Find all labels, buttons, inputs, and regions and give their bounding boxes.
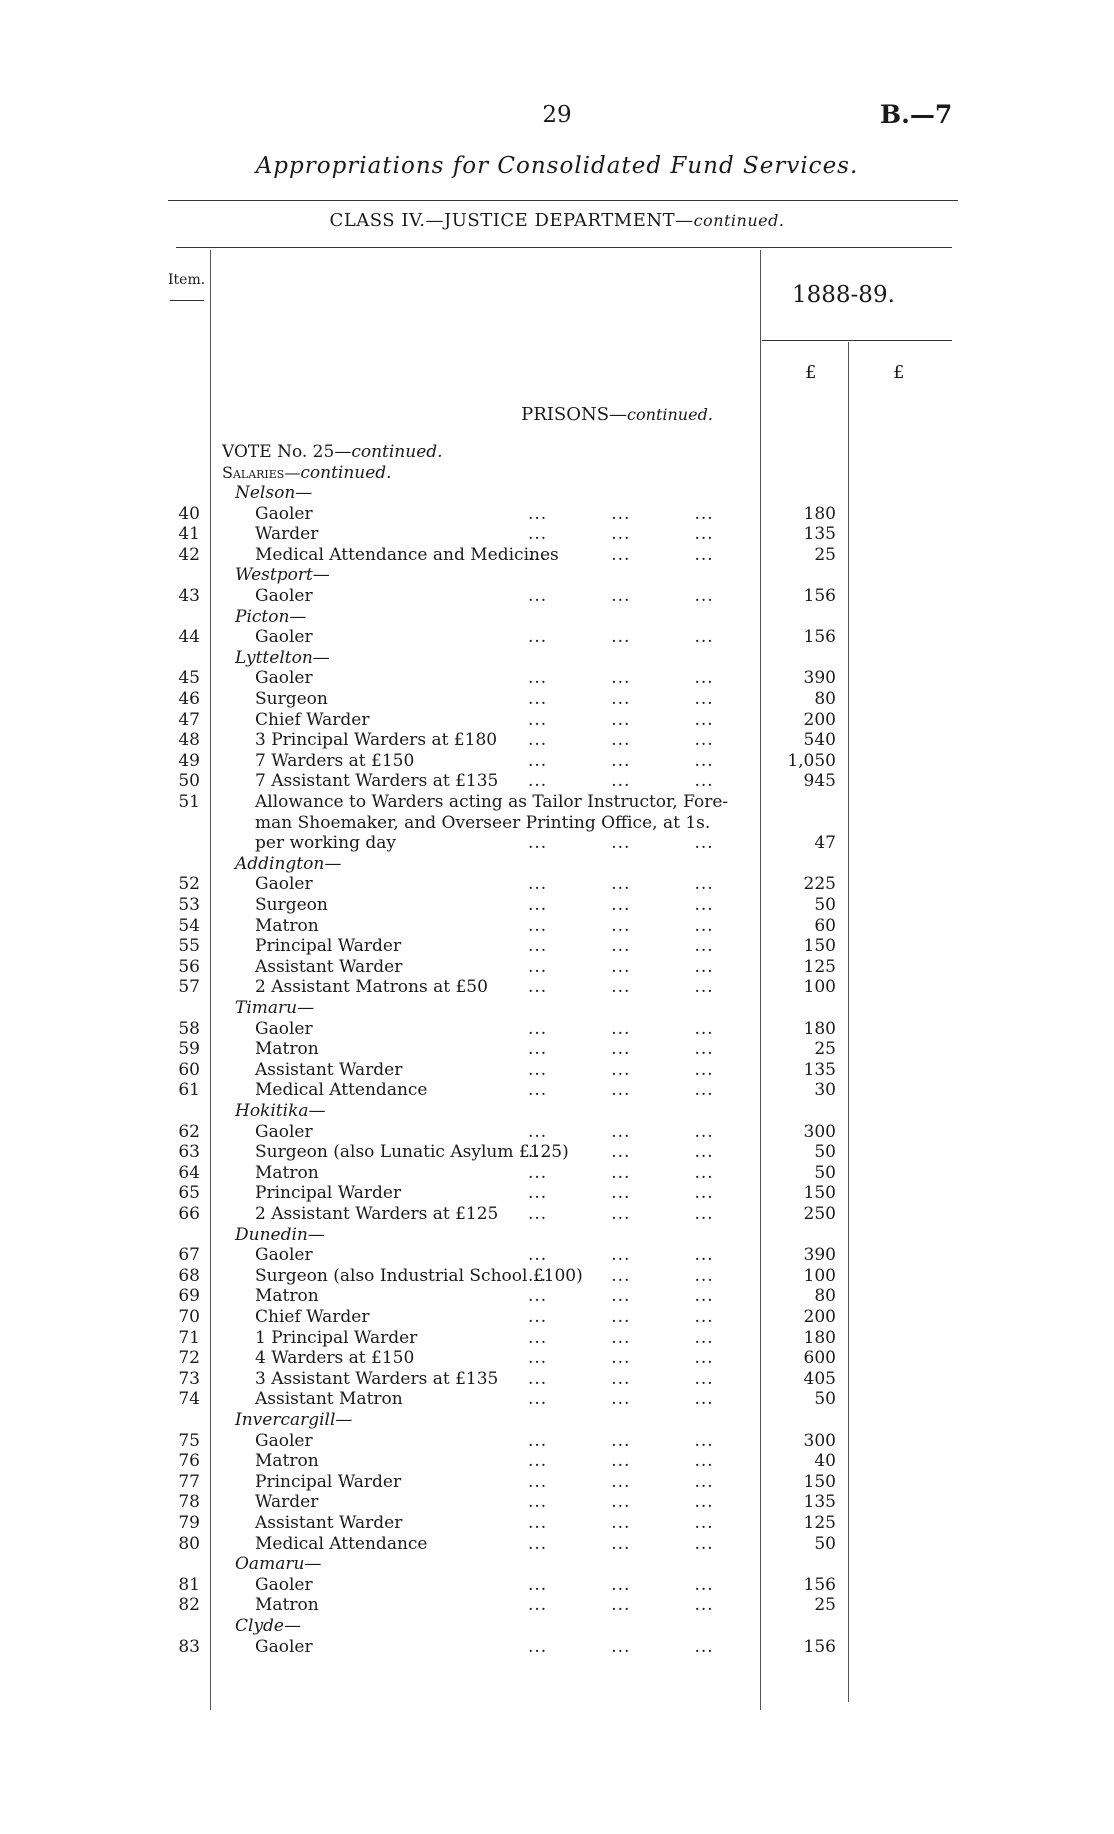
item-description: Assistant Warder [255, 1513, 403, 1533]
table-row [0, 1286, 1114, 1307]
amount-value: 156 [803, 1574, 836, 1595]
currency-symbol: £ [893, 362, 905, 383]
year-header-rule [762, 340, 952, 341]
prison-name: Picton— [235, 606, 307, 627]
prison-subheading [0, 1554, 1114, 1575]
table-row [0, 1451, 1114, 1472]
amount-value: 50 [814, 1389, 836, 1410]
amount-value: 156 [803, 627, 836, 648]
item-number: 73 [178, 1368, 200, 1389]
item-description: Warder [255, 1492, 319, 1513]
amount-value: 50 [814, 895, 836, 915]
table-row [0, 1204, 1114, 1225]
item-number: 44 [178, 627, 200, 648]
item-number: 40 [178, 503, 200, 524]
item-number: 56 [178, 956, 200, 977]
prison-subheading [0, 1616, 1114, 1637]
item-description: Matron [255, 915, 319, 936]
amount-value: 180 [803, 1018, 836, 1039]
dot-leader: ... ... ... [528, 1471, 714, 1492]
item-description: Matron [255, 1039, 319, 1060]
item-description: Surgeon [255, 689, 328, 709]
table-row [0, 710, 1114, 731]
item-number: 45 [178, 668, 200, 689]
prison-subheading [0, 565, 1114, 586]
prison-subheading [0, 998, 1114, 1019]
dot-leader: ... ... ... [528, 586, 714, 606]
dot-leader: ... ... ... [528, 956, 714, 977]
item-description: 3 Assistant Warders at £135 [255, 1368, 499, 1389]
item-number: 57 [178, 977, 200, 998]
item-description: Gaoler [255, 1430, 313, 1451]
class-heading [0, 210, 1114, 231]
salaries-heading-text [222, 462, 392, 484]
amount-value: 50 [814, 1533, 836, 1554]
dot-leader: ... ... ... [528, 977, 714, 998]
dot-leader: ... ... ... [528, 1389, 714, 1410]
item-number: 47 [178, 709, 200, 730]
item-number: 70 [178, 1307, 200, 1327]
section-title-continued: continued. [627, 405, 713, 424]
table-row [0, 1183, 1114, 1204]
amount-value: 60 [814, 915, 836, 936]
dot-leader: ... ... ... [528, 1059, 714, 1080]
item-description: Chief Warder [255, 1307, 370, 1327]
item-description: Surgeon (also Industrial School £100) [255, 1265, 583, 1286]
dot-leader: ... ... ... [528, 1265, 714, 1286]
item-number: 51 [178, 792, 200, 812]
dot-leader: ... ... ... [528, 627, 714, 648]
amount-value: 100 [803, 977, 836, 998]
vote-heading [0, 442, 1114, 463]
amount-value: 200 [803, 1307, 836, 1327]
salaries-continued: continued. [300, 463, 392, 483]
dot-leader: ... ... ... [528, 1204, 714, 1224]
table-row [0, 1142, 1114, 1163]
dot-leader: ... ... ... [528, 1368, 714, 1389]
table-row [0, 730, 1114, 751]
item-description: Allowance to Warders acting as Tailor Instructor, Fore- [255, 792, 729, 812]
dot-leader: ... ... ... [528, 936, 714, 957]
prison-name: Hokitika— [235, 1101, 326, 1121]
item-description: Assistant Warder [255, 956, 403, 977]
dot-leader: ... ... ... [528, 1451, 714, 1472]
amount-value: 600 [803, 1348, 836, 1369]
item-number: 80 [178, 1533, 200, 1554]
item-number: 59 [178, 1039, 200, 1060]
amount-value: 156 [803, 586, 836, 606]
amount-value: 125 [803, 956, 836, 977]
amount-value: 40 [814, 1451, 836, 1472]
table-row [0, 1348, 1114, 1369]
table-row [0, 771, 1114, 792]
item-number: 62 [178, 1121, 200, 1142]
item-description: 3 Principal Warders at £180 [255, 730, 498, 751]
item-description: 2 Assistant Warders at £125 [255, 1204, 499, 1224]
table-row [0, 1266, 1114, 1287]
prison-subheading [0, 1410, 1114, 1431]
amount-value: 390 [803, 1245, 836, 1266]
item-number: 68 [178, 1265, 200, 1286]
dot-leader: ... ... ... [528, 1039, 714, 1060]
item-description: Gaoler [255, 1121, 313, 1142]
item-description: Gaoler [255, 627, 313, 648]
item-description: Gaoler [255, 1574, 313, 1595]
prison-name: Nelson— [235, 483, 313, 503]
item-column-header: Item. [168, 272, 206, 288]
class-heading-main: CLASS IV.—JUSTICE DEPARTMENT— [329, 210, 694, 231]
amount-value: 150 [803, 1183, 836, 1204]
item-number: 72 [178, 1348, 200, 1369]
dot-leader: ... ... ... [528, 1018, 714, 1039]
item-description: Matron [255, 1595, 319, 1616]
dot-leader: ... ... ... [528, 1142, 714, 1163]
table-row [0, 1080, 1114, 1101]
amount-value: 47 [814, 833, 836, 854]
item-number: 61 [178, 1080, 200, 1101]
table-row [0, 1122, 1114, 1143]
item-description: man Shoemaker, and Overseer Printing Office, at 1s. [255, 812, 711, 833]
item-number: 82 [178, 1595, 200, 1616]
prison-name: Lyttelton— [235, 647, 330, 668]
page-title: Appropriations for Consolidated Fund Services. [255, 153, 859, 179]
amount-value: 135 [803, 1059, 836, 1080]
table-row [0, 668, 1114, 689]
section-title-main: PRISONS— [521, 404, 628, 425]
prison-subheading [0, 648, 1114, 669]
item-number: 46 [178, 689, 200, 709]
dot-leader: ... ... ... [528, 1492, 714, 1513]
page-number: 29 [542, 102, 572, 128]
dot-leader: ... ... ... [528, 1636, 714, 1657]
item-description: Matron [255, 1286, 319, 1307]
dot-leader: ... ... ... [528, 1121, 714, 1142]
item-description: Medical Attendance [255, 1080, 428, 1101]
document-reference: B.—7 [880, 100, 953, 129]
amount-value: 150 [803, 1471, 836, 1492]
item-description: 4 Warders at £150 [255, 1348, 415, 1369]
table-row [0, 1369, 1114, 1390]
amount-value: 300 [803, 1430, 836, 1451]
table-row [0, 627, 1114, 648]
table-row [0, 1307, 1114, 1328]
amount-value: 25 [814, 544, 836, 565]
item-number: 69 [178, 1286, 200, 1307]
item-description: 7 Assistant Warders at £135 [255, 771, 499, 792]
amount-value: 156 [803, 1636, 836, 1657]
dot-leader: ... ... ... [528, 874, 714, 895]
item-description: Principal Warder [255, 1183, 402, 1204]
table-row [0, 1389, 1114, 1410]
dot-leader: ... ... ... [528, 1286, 714, 1307]
table-row [0, 957, 1114, 978]
item-number: 77 [178, 1471, 200, 1492]
item-description: Principal Warder [255, 936, 402, 957]
item-description: 2 Assistant Matrons at £50 [255, 977, 488, 998]
dot-leader: ... ... ... [528, 689, 714, 709]
item-description: Medical Attendance [255, 1533, 428, 1554]
dot-leader: ... ... ... [528, 750, 714, 771]
amount-value: 200 [803, 709, 836, 730]
item-number: 53 [178, 895, 200, 915]
item-description: Assistant Matron [255, 1389, 403, 1410]
item-number: 48 [178, 730, 200, 751]
dot-leader: ... ... ... [528, 1307, 714, 1327]
vote-heading-text [222, 442, 443, 463]
item-description: per working day [255, 833, 396, 854]
amount-value: 25 [814, 1595, 836, 1616]
item-number: 79 [178, 1513, 200, 1533]
table-top-rule [176, 247, 952, 248]
table-row [0, 689, 1114, 710]
table-row [0, 1019, 1114, 1040]
dot-leader: ... ... ... [528, 1430, 714, 1451]
year-column-header: 1888-89. [792, 282, 895, 308]
item-number: 58 [178, 1018, 200, 1039]
table-row [0, 1534, 1114, 1555]
item-description: Gaoler [255, 503, 313, 524]
item-description: Matron [255, 1162, 319, 1183]
class-heading-continued: continued. [693, 211, 785, 230]
prison-name: Invercargill— [235, 1410, 353, 1430]
prison-subheading [0, 1225, 1114, 1246]
amount-value: 180 [803, 503, 836, 524]
amount-value: 50 [814, 1142, 836, 1163]
amount-value: 405 [803, 1368, 836, 1389]
amount-value: 80 [814, 1286, 836, 1307]
dot-leader: ... ... ... [528, 833, 714, 854]
prison-subheading [0, 1101, 1114, 1122]
item-number: 63 [178, 1142, 200, 1163]
amount-value: 30 [814, 1080, 836, 1101]
section-title [0, 404, 1114, 425]
dot-leader: ... ... ... [528, 1245, 714, 1266]
amount-value: 250 [803, 1204, 836, 1224]
item-number: 42 [178, 544, 200, 565]
item-description: Matron [255, 1451, 319, 1472]
item-number: 64 [178, 1162, 200, 1183]
item-description: Gaoler [255, 1636, 313, 1657]
salaries-main: Salaries— [222, 463, 301, 482]
item-number: 75 [178, 1430, 200, 1451]
item-number: 41 [178, 524, 200, 545]
prison-name: Clyde— [235, 1616, 301, 1636]
table-row [0, 1328, 1114, 1349]
table-row [0, 936, 1114, 957]
table-row [0, 1060, 1114, 1081]
vote-continued: continued. [351, 442, 443, 462]
amount-value: 150 [803, 936, 836, 957]
table-row [0, 833, 1114, 854]
dot-leader: ... ... ... [528, 544, 714, 565]
amount-value: 225 [803, 874, 836, 895]
item-number: 60 [178, 1059, 200, 1080]
dot-leader: ... ... ... [528, 1162, 714, 1183]
item-number: 55 [178, 936, 200, 957]
table-row [0, 874, 1114, 895]
amount-value: 50 [814, 1162, 836, 1183]
table-row [0, 792, 1114, 813]
item-description: Gaoler [255, 668, 313, 689]
item-description: 1 Principal Warder [255, 1327, 418, 1348]
item-number: 49 [178, 750, 200, 771]
item-number: 43 [178, 586, 200, 606]
amount-value: 80 [814, 689, 836, 709]
item-description: Assistant Warder [255, 1059, 403, 1080]
table-row [0, 1163, 1114, 1184]
table-row [0, 813, 1114, 834]
item-description: Chief Warder [255, 709, 370, 730]
dot-leader: ... ... ... [528, 1327, 714, 1348]
item-number: 78 [178, 1492, 200, 1513]
item-description: Warder [255, 524, 319, 545]
table-row [0, 1595, 1114, 1616]
table-row [0, 751, 1114, 772]
table-row [0, 977, 1114, 998]
amount-value: 25 [814, 1039, 836, 1060]
dot-leader: ... ... ... [528, 1574, 714, 1595]
dot-leader: ... ... ... [528, 1080, 714, 1101]
amount-value: 135 [803, 1492, 836, 1513]
table-row [0, 504, 1114, 525]
item-description: Gaoler [255, 1245, 313, 1266]
amount-value: 390 [803, 668, 836, 689]
table-row [0, 1513, 1114, 1534]
prison-subheading [0, 607, 1114, 628]
table-row [0, 895, 1114, 916]
table-row [0, 916, 1114, 937]
table-row [0, 1431, 1114, 1452]
amount-value: 300 [803, 1121, 836, 1142]
item-number: 83 [178, 1636, 200, 1657]
item-number: 74 [178, 1389, 200, 1410]
item-number: 76 [178, 1451, 200, 1472]
item-description: Surgeon (also Lunatic Asylum £125) [255, 1142, 569, 1163]
item-description: 7 Warders at £150 [255, 750, 415, 771]
prison-name: Timaru— [235, 998, 315, 1018]
salaries-heading [0, 462, 1114, 483]
currency-symbol: £ [805, 362, 817, 383]
dot-leader: ... ... ... [528, 1595, 714, 1616]
dot-leader: ... ... ... [528, 895, 714, 915]
dot-leader: ... ... ... [528, 1183, 714, 1204]
dot-leader: ... ... ... [528, 730, 714, 751]
item-number: 67 [178, 1245, 200, 1266]
prison-subheading [0, 854, 1114, 875]
dot-leader: ... ... ... [528, 524, 714, 545]
dot-leader: ... ... ... [528, 915, 714, 936]
item-description: Gaoler [255, 586, 313, 606]
prison-name: Oamaru— [235, 1554, 322, 1575]
vote-main: VOTE No. 25— [222, 442, 352, 462]
dot-leader: ... ... ... [528, 1348, 714, 1369]
dot-leader: ... ... ... [528, 1533, 714, 1554]
prison-name: Westport— [235, 565, 330, 586]
prison-name: Addington— [235, 853, 342, 874]
item-number: 52 [178, 874, 200, 895]
item-description: Gaoler [255, 874, 313, 895]
amount-value: 100 [803, 1265, 836, 1286]
table-row [0, 1245, 1114, 1266]
item-number: 50 [178, 771, 200, 792]
table-row [0, 545, 1114, 566]
amount-value: 1,050 [787, 750, 836, 771]
amount-value: 125 [803, 1513, 836, 1533]
amount-value: 180 [803, 1327, 836, 1348]
dot-leader: ... ... ... [528, 709, 714, 730]
amount-value: 540 [803, 730, 836, 751]
dot-leader: ... ... ... [528, 771, 714, 792]
item-header-underline [170, 300, 204, 301]
item-number: 65 [178, 1183, 200, 1204]
item-number: 71 [178, 1327, 200, 1348]
item-number: 66 [178, 1204, 200, 1224]
dot-leader: ... ... ... [528, 1513, 714, 1533]
dot-leader: ... ... ... [528, 503, 714, 524]
table-row [0, 1472, 1114, 1493]
table-row [0, 586, 1114, 607]
title-rule [168, 200, 958, 201]
table-row [0, 1637, 1114, 1658]
dot-leader: ... ... ... [528, 668, 714, 689]
amount-value: 945 [803, 771, 836, 792]
table-row [0, 524, 1114, 545]
amount-value: 135 [803, 524, 836, 545]
item-description: Principal Warder [255, 1471, 402, 1492]
prison-subheading [0, 483, 1114, 504]
item-description: Medical Attendance and Medicines [255, 544, 559, 565]
item-description: Surgeon [255, 895, 328, 915]
table-row [0, 1575, 1114, 1596]
item-number: 54 [178, 915, 200, 936]
item-number: 81 [178, 1574, 200, 1595]
table-row [0, 1492, 1114, 1513]
prison-name: Dunedin— [235, 1224, 325, 1245]
table-row [0, 1039, 1114, 1060]
item-description: Gaoler [255, 1018, 313, 1039]
